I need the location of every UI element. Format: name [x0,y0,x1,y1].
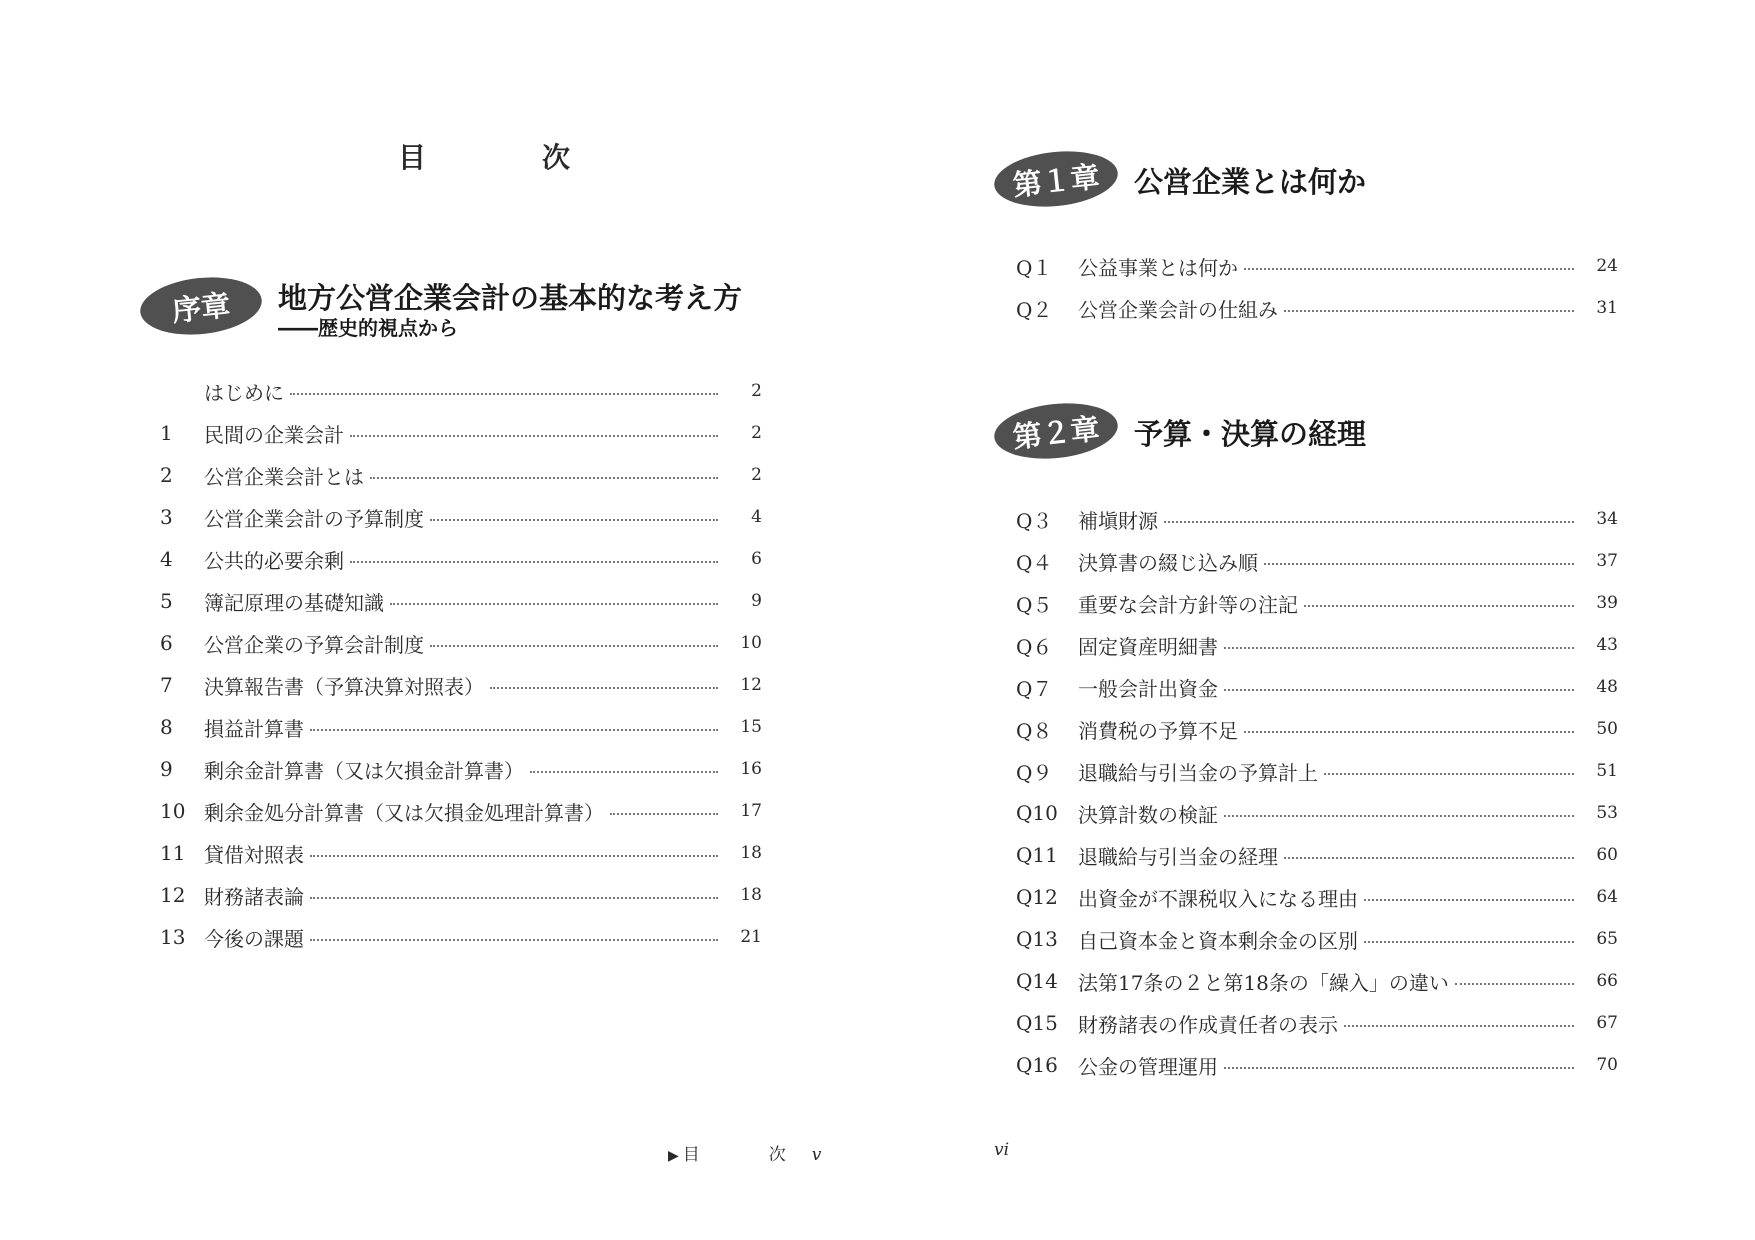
entry-page-number: 50 [1596,719,1618,739]
footer-running-title: 目 次 [682,1145,812,1165]
chapter2-heading [994,404,1494,464]
entry-number: Q６ [1016,634,1053,659]
entry-page-number: 48 [1596,677,1618,697]
dot-leader [1244,731,1574,733]
entry-page-number: 16 [740,759,762,779]
dot-leader [1324,773,1574,775]
entry-number: Q14 [1016,969,1058,993]
entry-title: 貸借対照表 [204,842,304,867]
entry-title: 消費税の予算不足 [1078,718,1238,743]
entry-page-number: 60 [1596,845,1618,865]
entry-number: Q10 [1016,801,1058,825]
toc-entry [1016,918,1618,960]
entry-page-number: 31 [1596,298,1618,318]
entry-number: Q１ [1016,255,1053,280]
toc-entry [1016,792,1618,834]
entry-page-number: 17 [740,801,762,821]
toc-entry [160,664,762,706]
entry-number: Q15 [1016,1011,1058,1035]
entry-page-number: 66 [1596,971,1618,991]
entry-number: 2 [160,463,173,487]
entry-title: 自己資本金と資本剰余金の区別 [1078,928,1358,953]
dot-leader [1224,1067,1574,1069]
entry-number: 12 [160,883,186,907]
toc-entry [160,874,762,916]
entry-number: 9 [160,757,173,781]
entry-title: 退職給与引当金の経理 [1078,844,1278,869]
dot-leader [310,939,718,941]
toc-entry [160,832,762,874]
dot-leader [1455,983,1574,985]
toc-entry [160,412,762,454]
entry-number: Q２ [1016,297,1053,322]
entry-title: 固定資産明細書 [1078,634,1218,659]
entry-number: Q16 [1016,1053,1058,1077]
dot-leader [1264,563,1574,565]
entry-page-number: 18 [740,885,762,905]
entry-number: 11 [160,841,186,865]
entry-page-number: 21 [740,927,762,947]
dot-leader [610,813,718,815]
dot-leader [290,393,718,395]
toc-entry [1016,750,1618,792]
dot-leader [1224,815,1574,817]
entry-page-number: 2 [751,423,762,443]
dot-leader [490,687,718,689]
entry-title: 一般会計出資金 [1078,676,1218,701]
triangle-right-icon: ▶ [668,1148,679,1164]
toc-entry [160,496,762,538]
entry-title: 公益事業とは何か [1078,255,1238,280]
toc-entry [160,454,762,496]
entry-page-number: 67 [1596,1013,1618,1033]
dot-leader [1244,268,1574,270]
dot-leader [350,435,718,437]
entry-number: Q５ [1016,592,1053,617]
dot-leader [370,477,718,479]
entry-page-number: 2 [751,465,762,485]
toc-entry [1016,1002,1618,1044]
toc-entry [160,790,762,832]
entry-title: 簿記原理の基礎知識 [204,590,384,615]
entry-number: Q４ [1016,550,1053,575]
entry-page-number: 6 [751,549,762,569]
dot-leader [310,729,718,731]
entry-number: 7 [160,673,173,697]
entry-title: 今後の課題 [204,926,304,951]
entry-page-number: 18 [740,843,762,863]
dot-leader [530,771,718,773]
entry-number: 6 [160,631,173,655]
dot-leader [350,561,718,563]
toc-entry [160,706,762,748]
dot-leader [430,645,718,647]
chapter2-badge: 第２章 [992,398,1121,465]
dot-leader [310,897,718,899]
entry-page-number: 43 [1596,635,1618,655]
toc-entry [160,580,762,622]
entry-number: 8 [160,715,173,739]
toc-entry [1016,708,1618,750]
page-number: v [811,1145,822,1165]
entry-number: Q13 [1016,927,1058,951]
entry-title: 補塡財源 [1078,508,1158,533]
entry-title: 決算書の綴じ込み順 [1078,550,1258,575]
dot-leader [1164,521,1574,523]
toc-entry [160,538,762,580]
toc-entry [1016,498,1618,540]
entry-page-number: 65 [1596,929,1618,949]
chapter2-title: 予算・決算の経理 [1134,417,1367,451]
entry-title: はじめに [204,380,284,405]
dot-leader [1344,1025,1574,1027]
toc-entry [1016,287,1618,329]
entry-number: Q11 [1016,843,1058,867]
entry-title: 決算計数の検証 [1078,802,1218,827]
entry-number: 4 [160,547,173,571]
entry-page-number: 64 [1596,887,1618,907]
left-footer [668,1140,821,1165]
entry-page-number: 10 [740,633,762,653]
entry-page-number: 37 [1596,551,1618,571]
toc-entry [160,370,762,412]
toc-entry [160,622,762,664]
entry-title: 財務諸表論 [204,884,304,909]
entry-page-number: 2 [751,381,762,401]
entry-title: 出資金が不課税収入になる理由 [1078,886,1358,911]
entry-title: 剰余金計算書（又は欠損金計算書） [204,758,524,783]
entry-page-number: 34 [1596,509,1618,529]
entry-number: Q９ [1016,760,1053,785]
entry-title: 決算報告書（予算決算対照表） [204,674,484,699]
entry-number: Q12 [1016,885,1058,909]
dot-leader [390,603,718,605]
entry-title: 法第17条の２と第18条の「繰入」の違い [1078,970,1449,995]
entry-page-number: 24 [1596,256,1618,276]
dot-leader [310,855,718,857]
dot-leader [1304,605,1574,607]
toc-entry [1016,540,1618,582]
entry-title: 損益計算書 [204,716,304,741]
entry-number: Q８ [1016,718,1053,743]
chapter2-toc-list [1016,498,1618,1086]
entry-page-number: 9 [751,591,762,611]
chapter1-toc-list [1016,245,1618,329]
entry-page-number: 53 [1596,803,1618,823]
toc-entry [1016,624,1618,666]
entry-number: 10 [160,799,186,823]
toc-entry [1016,582,1618,624]
entry-page-number: 4 [751,507,762,527]
entry-number: 3 [160,505,173,529]
entry-title: 剰余金処分計算書（又は欠損金処理計算書） [204,800,604,825]
toc-title: 目 次 [398,141,615,174]
entry-title: 公営企業会計とは [204,464,364,489]
dot-leader [1284,857,1574,859]
entry-title: 公共的必要余剰 [204,548,344,573]
prologue-badge: 序章 [137,272,264,340]
toc-entry [160,748,762,790]
prologue-heading [140,278,780,358]
chapter1-title: 公営企業とは何か [1134,165,1367,199]
toc-entry [160,916,762,958]
prologue-subtitle: ――歴史的視点から [278,316,458,340]
entry-title: 民間の企業会計 [204,422,344,447]
entry-page-number: 15 [740,717,762,737]
entry-page-number: 51 [1596,761,1618,781]
toc-entry [1016,876,1618,918]
entry-page-number: 39 [1596,593,1618,613]
entry-title: 財務諸表の作成責任者の表示 [1078,1012,1338,1037]
entry-title: 退職給与引当金の予算計上 [1078,760,1318,785]
toc-entry [1016,1044,1618,1086]
right-footer [994,1140,1009,1160]
entry-title: 公営企業の予算会計制度 [204,632,424,657]
entry-page-number: 12 [740,675,762,695]
prologue-title: 地方公営企業会計の基本的な考え方 [278,281,743,315]
chapter1-badge: 第１章 [992,146,1121,213]
entry-title: 公営企業会計の予算制度 [204,506,424,531]
toc-entry [1016,834,1618,876]
prologue-toc-list [160,370,762,958]
chapter1-heading [994,152,1494,212]
dot-leader [1284,310,1574,312]
dot-leader [1224,647,1574,649]
entry-title: 公営企業会計の仕組み [1078,297,1278,322]
entry-number: Q３ [1016,508,1053,533]
dot-leader [1364,941,1574,943]
toc-entry [1016,960,1618,1002]
dot-leader [1224,689,1574,691]
entry-title: 公金の管理運用 [1078,1054,1218,1079]
entry-number: 1 [160,421,173,445]
toc-entry [1016,666,1618,708]
page-number: vi [994,1140,1010,1160]
entry-title: 重要な会計方針等の注記 [1078,592,1298,617]
entry-page-number: 70 [1596,1055,1618,1075]
entry-number: Q７ [1016,676,1053,701]
entry-number: 5 [160,589,173,613]
dot-leader [1364,899,1574,901]
dot-leader [430,519,718,521]
entry-number: 13 [160,925,186,949]
toc-entry [1016,245,1618,287]
